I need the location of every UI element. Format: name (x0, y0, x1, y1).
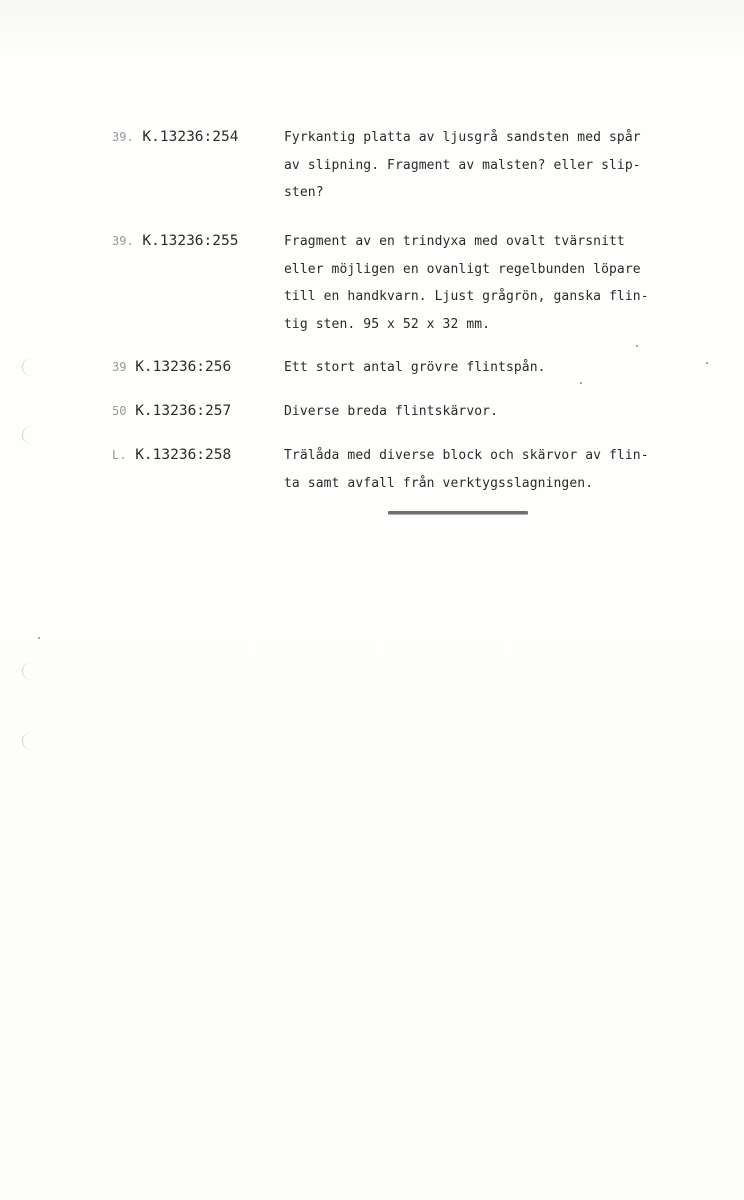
catalog-id: K.13236:257 (135, 403, 232, 419)
entry-label (112, 442, 277, 469)
handwritten-number: 39. (112, 234, 134, 248)
binder-hole-mark (22, 732, 41, 750)
entry-label (112, 398, 277, 425)
catalog-entry (0, 398, 744, 442)
catalog-entry (0, 442, 744, 504)
description-line: Fragment av en trindyxa med ovalt tvärsnitt (284, 234, 625, 249)
catalog-entries (0, 124, 744, 504)
catalog-entry (0, 228, 744, 354)
entry-label (112, 124, 277, 151)
description-line: eller möjligen en ovanligt regelbunden löpare (284, 261, 641, 277)
catalog-id: K.13236:256 (135, 359, 232, 375)
description-line: Fyrkantig platta av ljusgrå sandsten med spår (284, 130, 641, 145)
entry-description (284, 228, 684, 338)
entry-label (112, 354, 277, 381)
entry-description (284, 124, 684, 207)
description-line: Diverse breda flintskärvor. (284, 404, 499, 419)
end-rule (388, 511, 528, 514)
description-line: till en handkvarn. Ljust grågrön, ganska flin- (284, 289, 649, 304)
handwritten-number: 50 (112, 404, 127, 418)
handwritten-number: 39 (112, 360, 127, 374)
description-line: Ett stort antal grövre flintspån. (284, 360, 546, 375)
catalog-id: K.13236:254 (142, 129, 239, 145)
entry-description (284, 442, 684, 497)
description-line: Trälåda med diverse block och skärvor av flin- (284, 448, 649, 463)
catalog-id: K.13236:255 (142, 233, 239, 249)
binder-hole-mark (22, 662, 41, 680)
catalog-entry (0, 354, 744, 398)
description-line: sten? (284, 185, 324, 200)
description-line: tig sten. 95 x 52 x 32 mm. (284, 316, 491, 332)
entry-description (284, 354, 684, 382)
catalog-id: K.13236:258 (135, 447, 232, 463)
catalog-entry (0, 124, 744, 228)
entry-label (112, 228, 277, 255)
description-line: ta samt avfall från verktygsslagningen. (284, 475, 594, 491)
paper-speck (38, 637, 40, 639)
handwritten-number: 39. (112, 130, 134, 144)
description-line: av slipning. Fragment av malsten? eller slip- (284, 157, 641, 173)
handwritten-number: L. (112, 448, 127, 462)
entry-description (284, 398, 684, 426)
